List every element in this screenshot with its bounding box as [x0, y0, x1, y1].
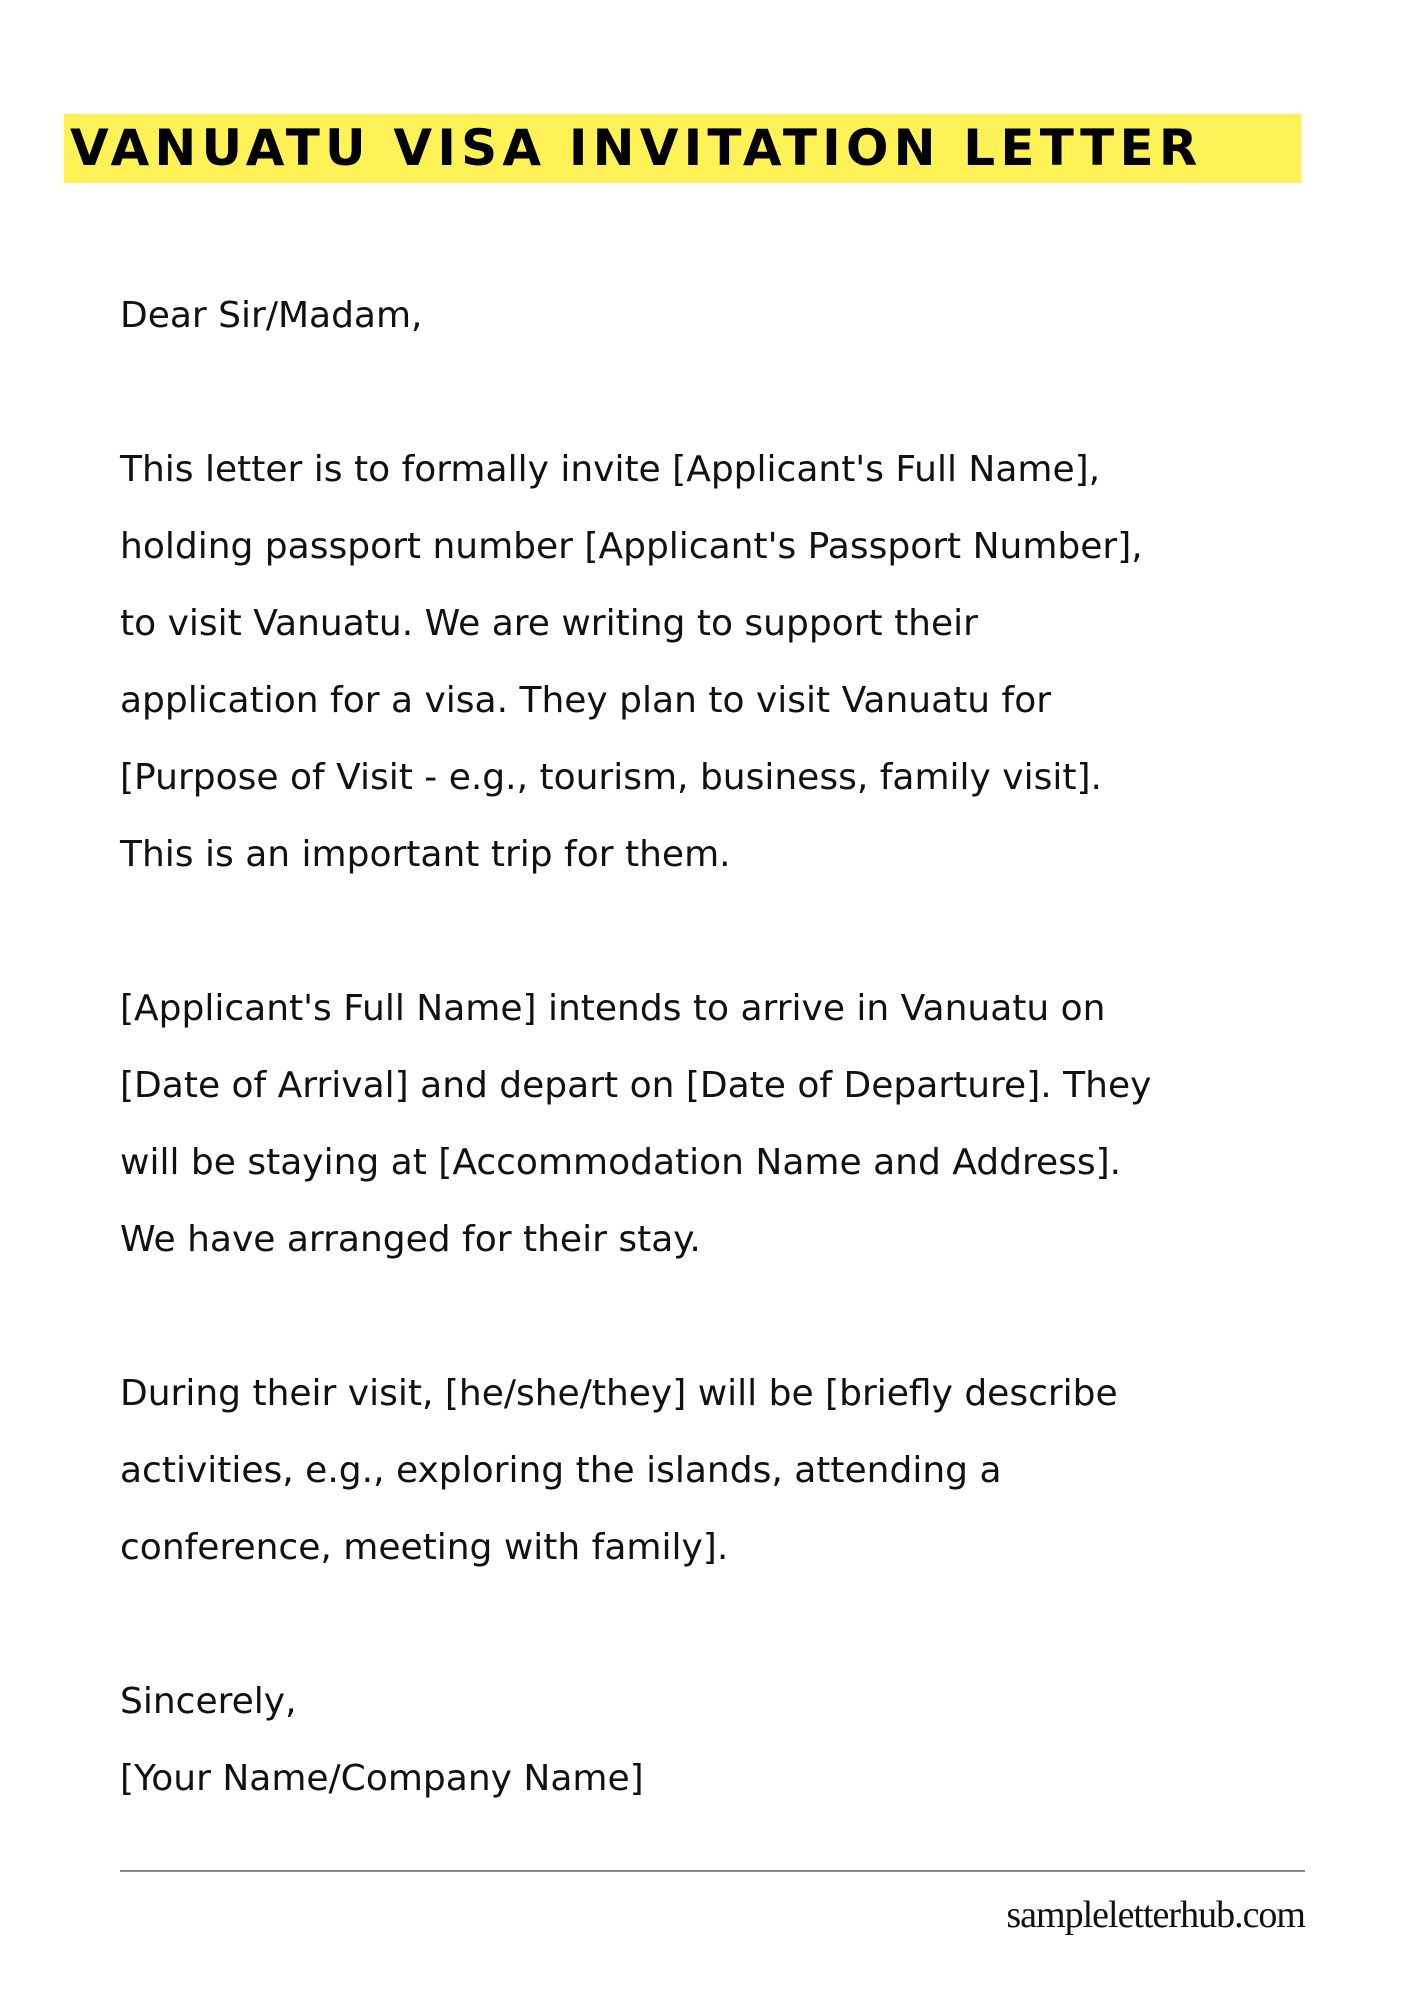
website-footer: sampleletterhub.com — [1006, 1894, 1305, 1936]
paragraph-invitation — [120, 431, 1320, 893]
paragraph-line: We have arranged for their stay. — [120, 1219, 701, 1260]
salutation: Dear Sir/Madam, — [120, 295, 423, 336]
paragraph-line: holding passport number [Applicant's Passport Number], — [120, 526, 1143, 567]
paragraph-line: to visit Vanuatu. We are writing to support their — [120, 603, 978, 644]
title-highlight — [64, 114, 1301, 183]
paragraph-line: will be staying at [Accommodation Name and Address]. — [120, 1142, 1122, 1183]
paragraph-line: conference, meeting with family]. — [120, 1527, 729, 1568]
spacer — [120, 893, 1320, 970]
footer-divider — [120, 1870, 1305, 1872]
paragraph-line: This letter is to formally invite [Applicant's Full Name], — [120, 449, 1101, 490]
paragraph-line: [Purpose of Visit - e.g., tourism, business, family visit]. — [120, 757, 1102, 798]
paragraph-line: [Date of Arrival] and depart on [Date of Departure]. They — [120, 1065, 1152, 1106]
spacer — [120, 1586, 1320, 1663]
paragraph-line: application for a visa. They plan to visit Vanuatu for — [120, 680, 1052, 721]
signature: [Your Name/Company Name] — [120, 1758, 644, 1799]
paragraph-travel-dates — [120, 970, 1320, 1278]
closing: Sincerely, — [120, 1681, 297, 1722]
paragraph-activities — [120, 1355, 1320, 1586]
spacer — [120, 1278, 1320, 1355]
letter-body — [120, 277, 1320, 1817]
paragraph-line: [Applicant's Full Name] intends to arrive in Vanuatu on — [120, 988, 1106, 1029]
paragraph-line: activities, e.g., exploring the islands, attending a — [120, 1450, 1002, 1491]
page-title: VANUATU VISA INVITATION LETTER — [70, 119, 1203, 177]
spacer — [120, 354, 1320, 431]
paragraph-line: During their visit, [he/she/they] will be [briefly describe — [120, 1373, 1118, 1414]
paragraph-line: This is an important trip for them. — [120, 834, 731, 875]
